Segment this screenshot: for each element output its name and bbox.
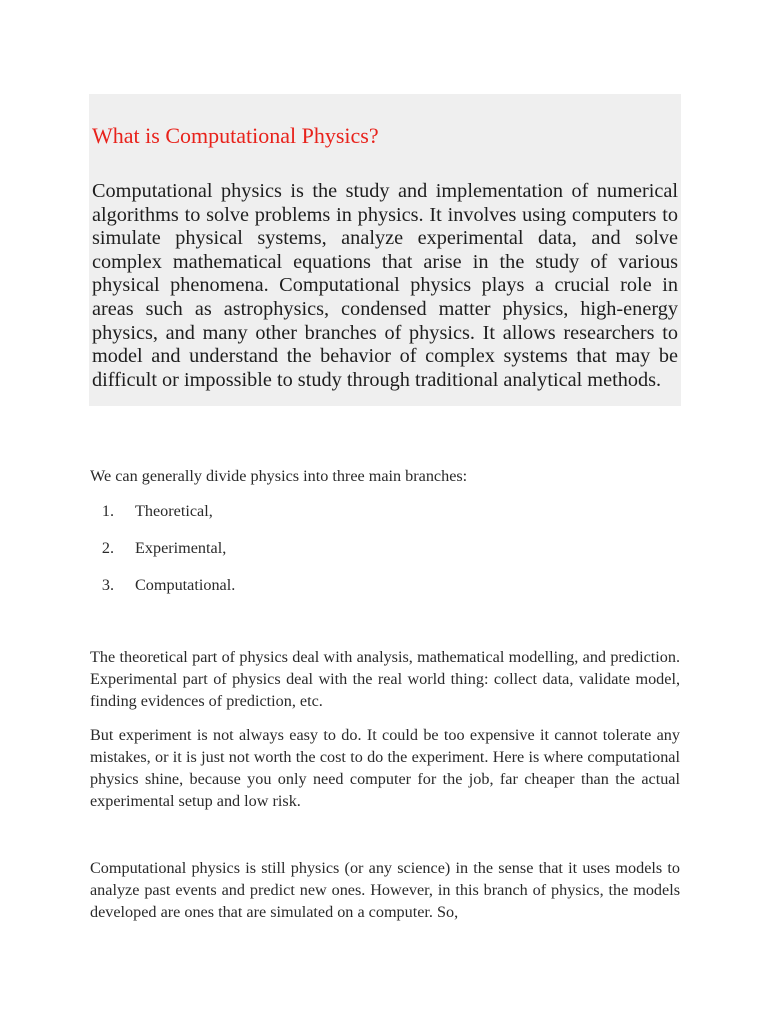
intro-callout (89, 94, 681, 406)
paragraph-experiment-cost: But experiment is not always easy to do. It could be too expensive it cannot tolerate any mistakes, or it is just not worth the cost to do the experiment. Here is where computational physics shine, because you only need computer for the job, far cheaper than the actual experimental setup and low risk. (90, 726, 680, 810)
paragraph-computational-models: Computational physics is still physics (or any science) in the sense that it uses models to analyze past events and predict new ones. However, in this branch of physics, the models developed are ones that are simulated on a computer. So, (90, 859, 680, 921)
list-label: Computational. (135, 576, 236, 594)
list-label: Experimental, (135, 539, 227, 557)
list-number: 1. (101, 502, 114, 520)
list-item (90, 537, 226, 559)
list-label: Theoretical, (135, 502, 213, 520)
list-item (90, 574, 235, 596)
branches-lead: We can generally divide physics into three main branches: (90, 467, 468, 485)
list-number: 3. (101, 576, 114, 594)
list-item (90, 500, 213, 522)
intro-paragraph: Computational physics is the study and implementation of numerical algorithms to solve problems in physics. It involves using computers to simulate physical systems, analyze experimental data, and solve complex mathematical equations that arise in the study of various physical phenomena. Computational physics plays a crucial role in areas such as astrophysics, condensed matter physics, high-energy physics, and many other branches of physics. It allows researchers to model and understand the behavior of complex systems that may be difficult or impossible to study through traditional analytical methods. (92, 180, 678, 391)
intro-title: What is Computational Physics? (92, 123, 379, 148)
paragraph-theory-experiment: The theoretical part of physics deal with analysis, mathematical modelling, and prediction. Experimental part of physics deal with the real world thing: collect data, validate model, finding evidences of prediction, etc. (90, 648, 680, 710)
list-number: 2. (101, 539, 114, 557)
